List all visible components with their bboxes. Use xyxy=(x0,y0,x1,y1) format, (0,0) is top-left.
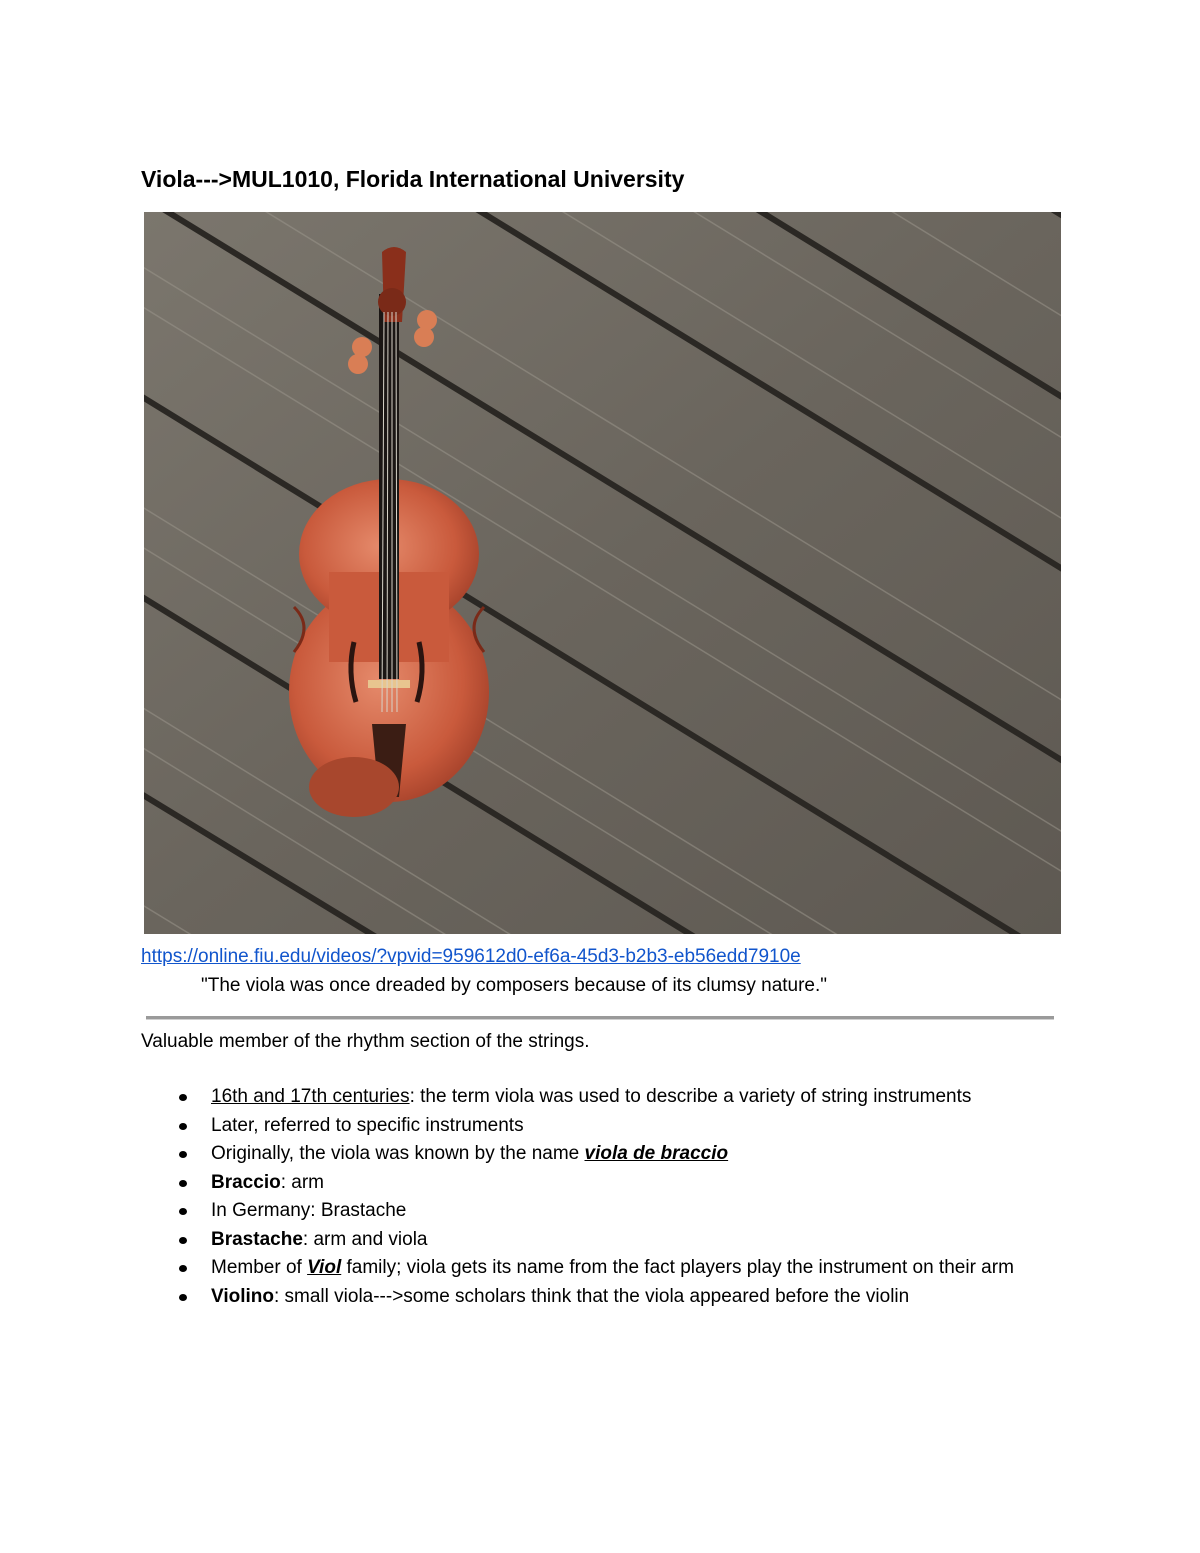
quote-text: "The viola was once dreaded by composers because of its clumsy nature." xyxy=(201,975,828,996)
horizontal-divider xyxy=(146,1016,1054,1020)
bullet-icon xyxy=(179,1265,187,1272)
bullet-icon xyxy=(179,1123,187,1130)
list-item: In Germany: Brastache xyxy=(176,1197,1056,1226)
bullet-icon xyxy=(179,1151,187,1158)
notes-list xyxy=(176,1083,1056,1311)
list-item: Violino: small viola--->some scholars think that the viola appeared before the violin xyxy=(176,1283,1056,1312)
bullet-icon xyxy=(179,1237,187,1244)
video-link[interactable]: https://online.fiu.edu/videos/?vpvid=959612d0-ef6a-45d3-b2b3-eb56edd7910e xyxy=(141,946,801,967)
viola-photo xyxy=(144,212,1061,934)
bullet-icon xyxy=(179,1180,187,1187)
bullet-icon xyxy=(179,1208,187,1215)
intro-text: Valuable member of the rhythm section of the strings. xyxy=(141,1031,590,1052)
document-title: Viola--->MUL1010, Florida International University xyxy=(141,166,685,192)
bullet-icon xyxy=(179,1094,187,1101)
list-item: 16th and 17th centuries: the term viola was used to describe a variety of string instruments xyxy=(176,1083,1056,1112)
bullet-icon xyxy=(179,1294,187,1301)
list-item: Later, referred to specific instruments xyxy=(176,1112,1056,1141)
list-item: Braccio: arm xyxy=(176,1169,1056,1198)
list-item: Member of Viol family; viola gets its name from the fact players play the instrument on their arm xyxy=(176,1254,1056,1283)
list-item: Originally, the viola was known by the name viola de braccio xyxy=(176,1140,1056,1169)
list-item: Brastache: arm and viola xyxy=(176,1226,1056,1255)
